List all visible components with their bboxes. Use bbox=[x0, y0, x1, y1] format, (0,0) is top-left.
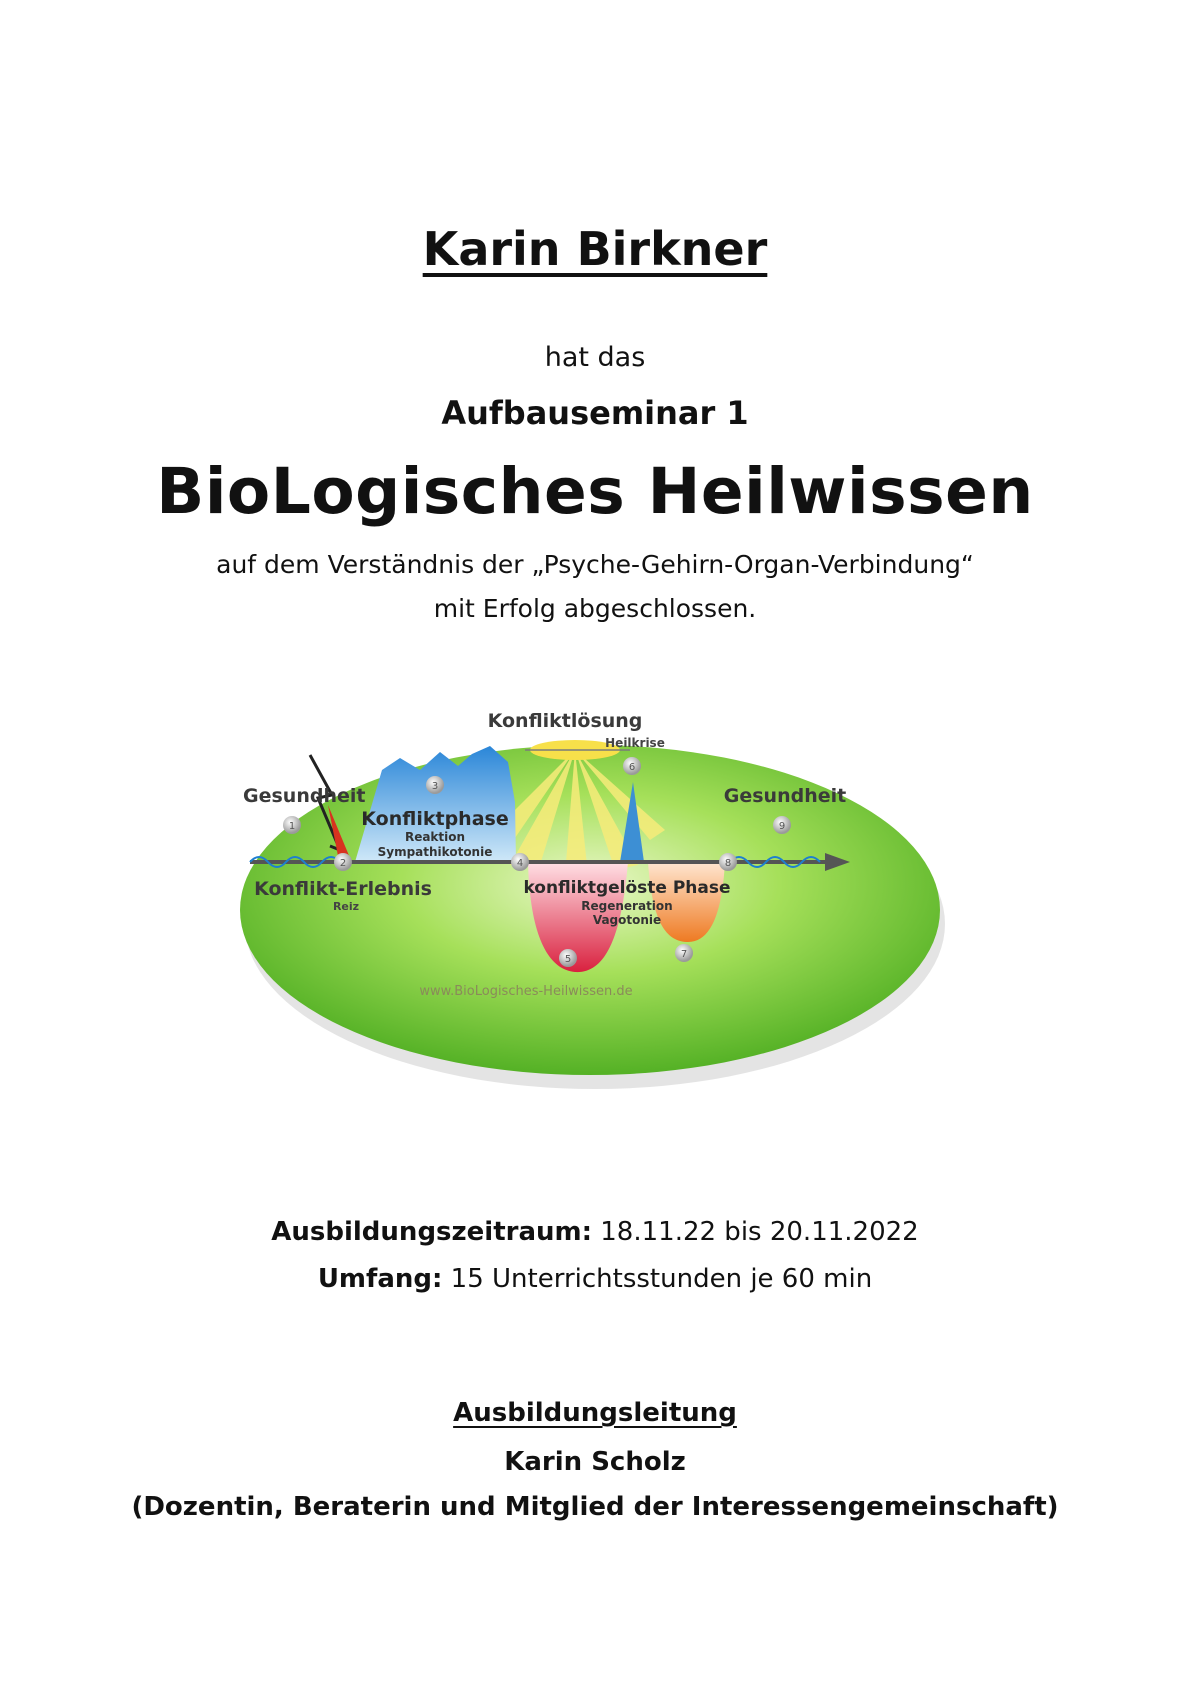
marker-2 bbox=[334, 853, 352, 871]
label-sympathikotonie: Sympathikotonie bbox=[377, 845, 493, 859]
marker-9 bbox=[773, 816, 791, 834]
label-heilkrise: Heilkrise bbox=[605, 736, 665, 750]
leadership-role: (Dozentin, Beraterin und Mitglied der Interessengemeinschaft) bbox=[131, 1492, 1059, 1522]
svg-text:9: 9 bbox=[778, 821, 786, 832]
leadership-name: Karin Scholz bbox=[504, 1447, 686, 1477]
seminar-name: Aufbauseminar 1 bbox=[441, 394, 749, 432]
period-label: Ausbildungszeitraum: bbox=[271, 1217, 592, 1247]
label-konflikt-erlebnis: Konflikt-Erlebnis bbox=[254, 878, 432, 900]
svg-text:5: 5 bbox=[564, 954, 572, 965]
scope-label: Umfang: bbox=[317, 1264, 443, 1294]
scope-value: 15 Unterrichtsstunden je 60 min bbox=[450, 1264, 873, 1294]
period-value: 18.11.22 bis 20.11.2022 bbox=[600, 1217, 919, 1247]
label-konfliktloesung: Konfliktlösung bbox=[487, 710, 643, 732]
label-reaktion: Reaktion bbox=[404, 830, 466, 844]
label-konfliktphase: Konfliktphase bbox=[361, 808, 509, 830]
marker-5 bbox=[559, 949, 577, 967]
marker-8 bbox=[719, 853, 737, 871]
label-vagotonie: Vagotonie bbox=[592, 913, 662, 927]
subtitle-line-2: mit Erfolg abgeschlossen. bbox=[433, 594, 757, 623]
diagram-svg bbox=[210, 710, 980, 1110]
marker-6 bbox=[623, 757, 641, 775]
svg-text:8: 8 bbox=[724, 858, 732, 869]
svg-text:1: 1 bbox=[288, 821, 296, 832]
marker-3 bbox=[426, 776, 444, 794]
certificate-title: BioLogisches Heilwissen bbox=[156, 455, 1034, 528]
label-reiz: Reiz bbox=[332, 900, 360, 913]
recipient-name-text: Karin Birkner bbox=[422, 222, 768, 276]
marker-1 bbox=[283, 816, 301, 834]
label-gesundheit-right: Gesundheit bbox=[723, 785, 847, 807]
leadership-heading-text: Ausbildungsleitung bbox=[453, 1398, 737, 1428]
label-website: www.BioLogisches-Heilwissen.de bbox=[419, 984, 633, 999]
marker-4 bbox=[511, 853, 529, 871]
svg-text:4: 4 bbox=[516, 858, 524, 869]
marker-7 bbox=[675, 944, 693, 962]
svg-text:7: 7 bbox=[680, 949, 688, 960]
biologic-phase-diagram bbox=[210, 710, 980, 1110]
subtitle-line-1: auf dem Verständnis der „Psyche-Gehirn-Organ-Verbindung“ bbox=[216, 550, 974, 579]
recipient-name bbox=[0, 222, 1190, 276]
leadership-heading bbox=[0, 1398, 1190, 1428]
label-gesundheit-left: Gesundheit bbox=[243, 785, 366, 807]
svg-text:2: 2 bbox=[339, 858, 347, 869]
svg-text:6: 6 bbox=[628, 762, 636, 773]
label-konfliktgeloeste-phase: konfliktgelöste Phase bbox=[523, 878, 731, 898]
label-regeneration: Regeneration bbox=[581, 899, 673, 913]
svg-text:3: 3 bbox=[431, 781, 439, 792]
training-scope bbox=[0, 1264, 1190, 1294]
training-period bbox=[0, 1217, 1190, 1247]
hat-das-text: hat das bbox=[544, 342, 646, 373]
